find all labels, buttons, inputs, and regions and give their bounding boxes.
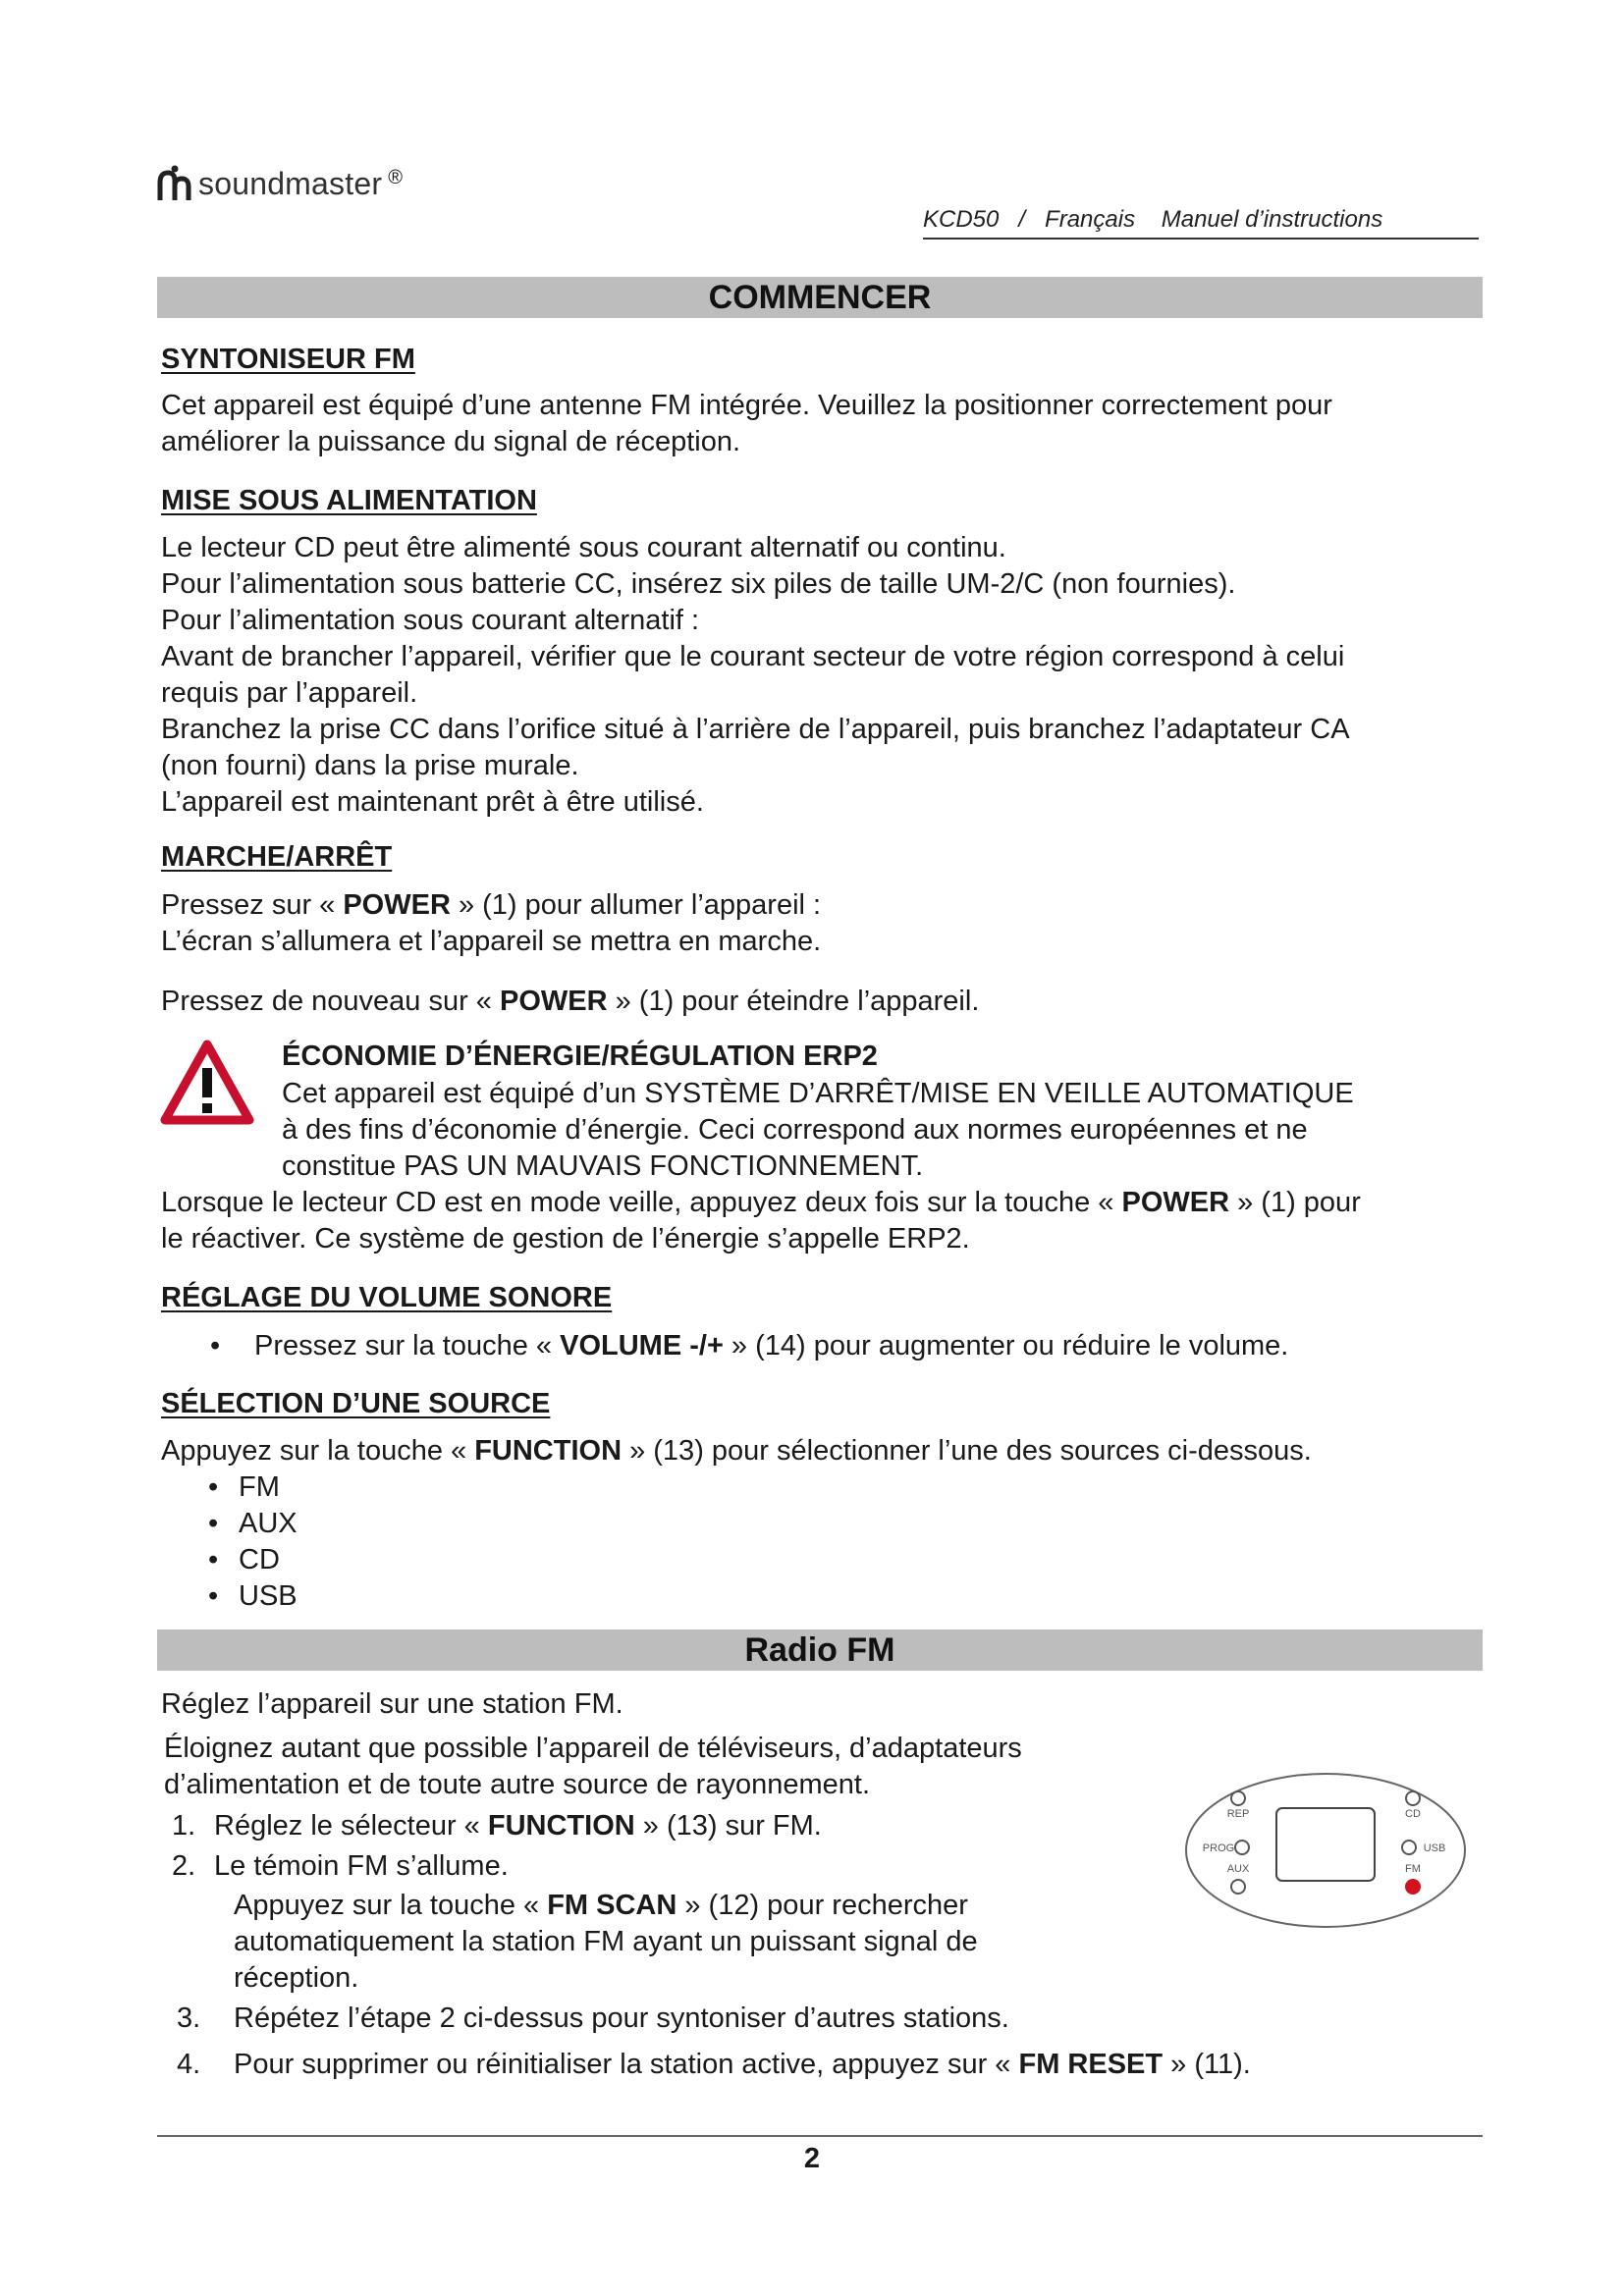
bullet-dot: • xyxy=(210,1330,221,1362)
paragraph-line: Lorsque le lecteur CD est en mode veille, appuyez deux fois sur la touche « POWER » (1) pour xyxy=(161,1187,1361,1218)
heading-volume: RÉGLAGE DU VOLUME SONORE xyxy=(161,1282,613,1313)
paragraph-line: Réglez l’appareil sur une station FM. xyxy=(161,1688,623,1720)
paragraph-line: Avant de brancher l’appareil, vérifier que le courant secteur de votre région correspond à celui xyxy=(161,641,1345,672)
paragraph-line: Cet appareil est équipé d’une antenne FM intégrée. Veuillez la positionner correctement pour xyxy=(161,390,1332,421)
list-item: AUX xyxy=(239,1508,298,1539)
section-title-commencer: COMMENCER xyxy=(157,277,1483,318)
page-number: 2 xyxy=(803,2143,821,2174)
paragraph-line: Pour l’alimentation sous courant alternatif : xyxy=(161,605,700,636)
section-title-radio-fm: Radio FM xyxy=(157,1629,1483,1671)
paragraph-line: constitue PAS UN MAUVAIS FONCTIONNEMENT. xyxy=(282,1150,924,1182)
paragraph-line: L’écran s’allumera et l’appareil se mettra en marche. xyxy=(161,926,822,957)
step-text: automatiquement la station FM ayant un puissant signal de xyxy=(234,1926,978,1957)
heading-on-off: MARCHE/ARRÊT xyxy=(161,841,393,873)
step-number: 1. xyxy=(172,1810,196,1842)
model-language-line: KCD50 / Français Manuel d’instructions xyxy=(923,206,1479,240)
paragraph-line: Pour l’alimentation sous batterie CC, insérez six piles de taille UM-2/C (non fournies). xyxy=(161,568,1236,600)
heading-erp2: ÉCONOMIE D’ÉNERGIE/RÉGULATION ERP2 xyxy=(282,1041,878,1072)
step-text: Répétez l’étape 2 ci-dessus pour syntoniser d’autres stations. xyxy=(234,2002,1009,2034)
bullet-dot: • xyxy=(208,1544,219,1575)
paragraph-line: à des fins d’économie d’énergie. Ceci correspond aux normes européennes et ne xyxy=(282,1114,1308,1146)
step-number: 3. xyxy=(177,2002,201,2034)
footer-divider xyxy=(157,2135,1483,2137)
list-item: USB xyxy=(239,1580,298,1612)
registered-mark: ® xyxy=(388,166,403,188)
aux-label: AUX xyxy=(1226,1863,1250,1875)
paragraph-line: Branchez la prise CC dans l’orifice situé à l’arrière de l’appareil, puis branchez l’adaptateur CA xyxy=(161,714,1350,745)
paragraph-line: d’alimentation et de toute autre source de rayonnement. xyxy=(164,1769,871,1800)
paragraph-line: requis par l’appareil. xyxy=(161,677,418,709)
paragraph-line: Pressez sur « POWER » (1) pour allumer l’appareil : xyxy=(161,889,822,921)
step-text: Appuyez sur la touche « FM SCAN » (12) pour rechercher xyxy=(234,1890,968,1921)
usb-label: USB xyxy=(1423,1842,1446,1854)
step-text: Le témoin FM s’allume. xyxy=(214,1850,509,1882)
prog-label: PROG xyxy=(1202,1842,1235,1854)
cd-label: CD xyxy=(1405,1808,1421,1820)
paragraph-line: Le lecteur CD peut être alimenté sous courant alternatif ou continu. xyxy=(161,532,1006,563)
bullet-dot: • xyxy=(208,1471,219,1503)
paragraph-line: Pressez de nouveau sur « POWER » (1) pour éteindre l’appareil. xyxy=(161,986,980,1017)
list-item: CD xyxy=(239,1544,280,1575)
step-text: réception. xyxy=(234,1962,359,1994)
paragraph-line: Éloignez autant que possible l’appareil de téléviseurs, d’adaptateurs xyxy=(164,1733,1022,1764)
brand-logo xyxy=(157,165,403,202)
soundmaster-logo-icon xyxy=(157,165,192,202)
heading-fm-tuner: SYNTONISEUR FM xyxy=(161,344,415,375)
paragraph-line: Cet appareil est équipé d’un SYSTÈME D’ARRÊT/MISE EN VEILLE AUTOMATIQUE xyxy=(282,1078,1354,1109)
rep-label: REP xyxy=(1226,1808,1250,1820)
step-text: Pour supprimer ou réinitialiser la station active, appuyez sur « FM RESET » (11). xyxy=(234,2049,1251,2080)
heading-power-supply: MISE SOUS ALIMENTATION xyxy=(161,485,537,516)
brand-name: soundmaster xyxy=(198,165,383,201)
display-panel-diagram xyxy=(1183,1771,1468,1930)
list-item: Pressez sur la touche « VOLUME -/+ » (14) pour augmenter ou réduire le volume. xyxy=(254,1330,1289,1362)
paragraph-line: L’appareil est maintenant prêt à être utilisé. xyxy=(161,786,704,818)
paragraph-line: améliorer la puissance du signal de réception. xyxy=(161,426,741,457)
step-text: Réglez le sélecteur « FUNCTION » (13) sur FM. xyxy=(214,1810,822,1842)
paragraph-line: le réactiver. Ce système de gestion de l’énergie s’appelle ERP2. xyxy=(161,1223,970,1255)
heading-source-selection: SÉLECTION D’UNE SOURCE xyxy=(161,1388,551,1419)
bullet-dot: • xyxy=(208,1580,219,1612)
bullet-dot: • xyxy=(208,1508,219,1539)
step-number: 2. xyxy=(172,1850,196,1882)
step-number: 4. xyxy=(177,2049,201,2080)
paragraph-line: (non fourni) dans la prise murale. xyxy=(161,750,579,781)
list-item: FM xyxy=(239,1471,280,1503)
fm-label: FM xyxy=(1405,1863,1421,1875)
paragraph-line: Appuyez sur la touche « FUNCTION » (13) pour sélectionner l’une des sources ci-dessous. xyxy=(161,1435,1312,1467)
warning-triangle-icon xyxy=(160,1039,254,1125)
